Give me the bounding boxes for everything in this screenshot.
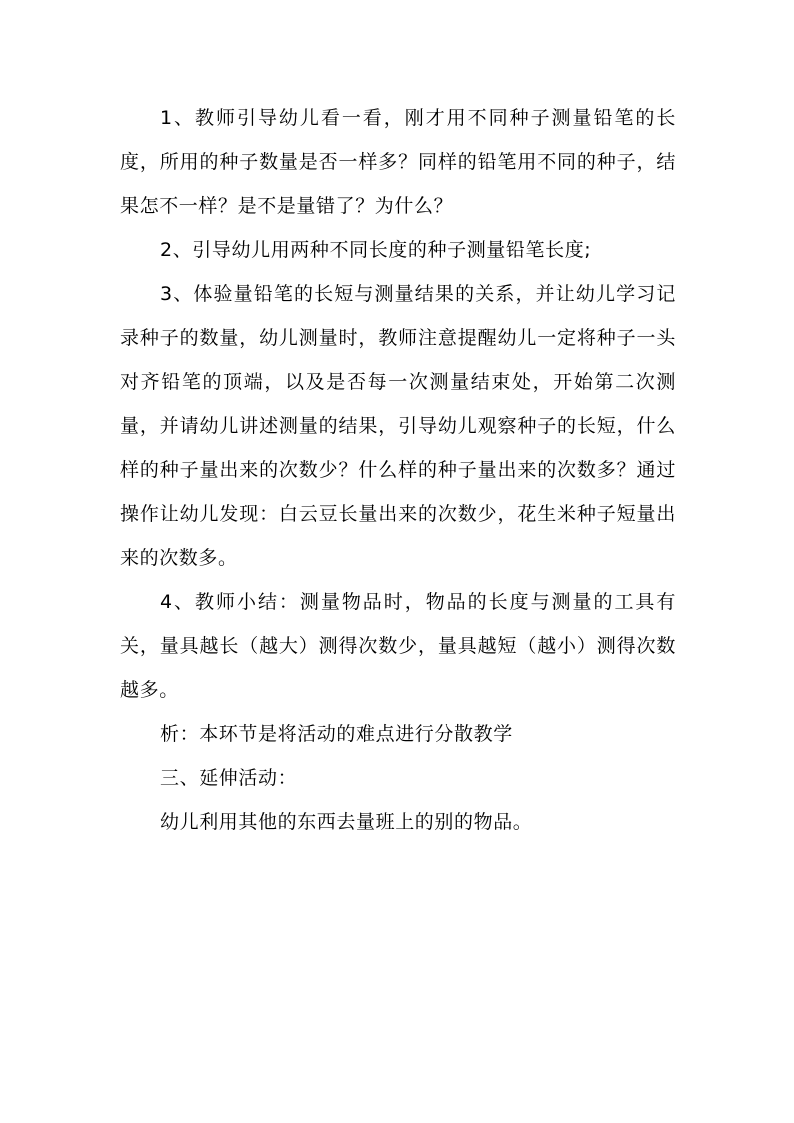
- paragraph-extension: 幼儿利用其他的东西去量班上的别的物品。: [160, 811, 533, 833]
- paragraph-analysis: 析：本环节是将活动的难点进行分散教学: [160, 723, 513, 745]
- paragraph-step-2: 2、引导幼儿用两种不同长度的种子测量铅笔长度;: [160, 239, 592, 261]
- paragraph-step-1: 1、教师引导幼儿看一看，刚才用不同种子测量铅笔的长度，所用的种子数量是否一样多？同样的铅笔用不同的种子，结果怎不一样？是不是量错了？为什么？: [120, 107, 676, 217]
- document-body: [120, 96, 676, 844]
- section-heading-extension: 三、延伸活动：: [160, 767, 298, 789]
- paragraph-step-4: 4、教师小结：测量物品时，物品的长度与测量的工具有关，量具越长（越大）测得次数少，量具越短（越小）测得次数越多。: [120, 591, 676, 701]
- paragraph-step-3: 3、体验量铅笔的长短与测量结果的关系，并让幼儿学习记录种子的数量，幼儿测量时，教师注意提醒幼儿一定将种子一头对齐铅笔的顶端，以及是否每一次测量结束处，开始第二次测量，并请幼儿讲述测量的结果，引导幼儿观察种子的长短，什么样的种子量出来的次数少？什么样的种子量出来的次数多？通过操作让幼儿发现：白云豆长量出来的次数少，花生米种子短量出来的次数多。: [120, 283, 676, 569]
